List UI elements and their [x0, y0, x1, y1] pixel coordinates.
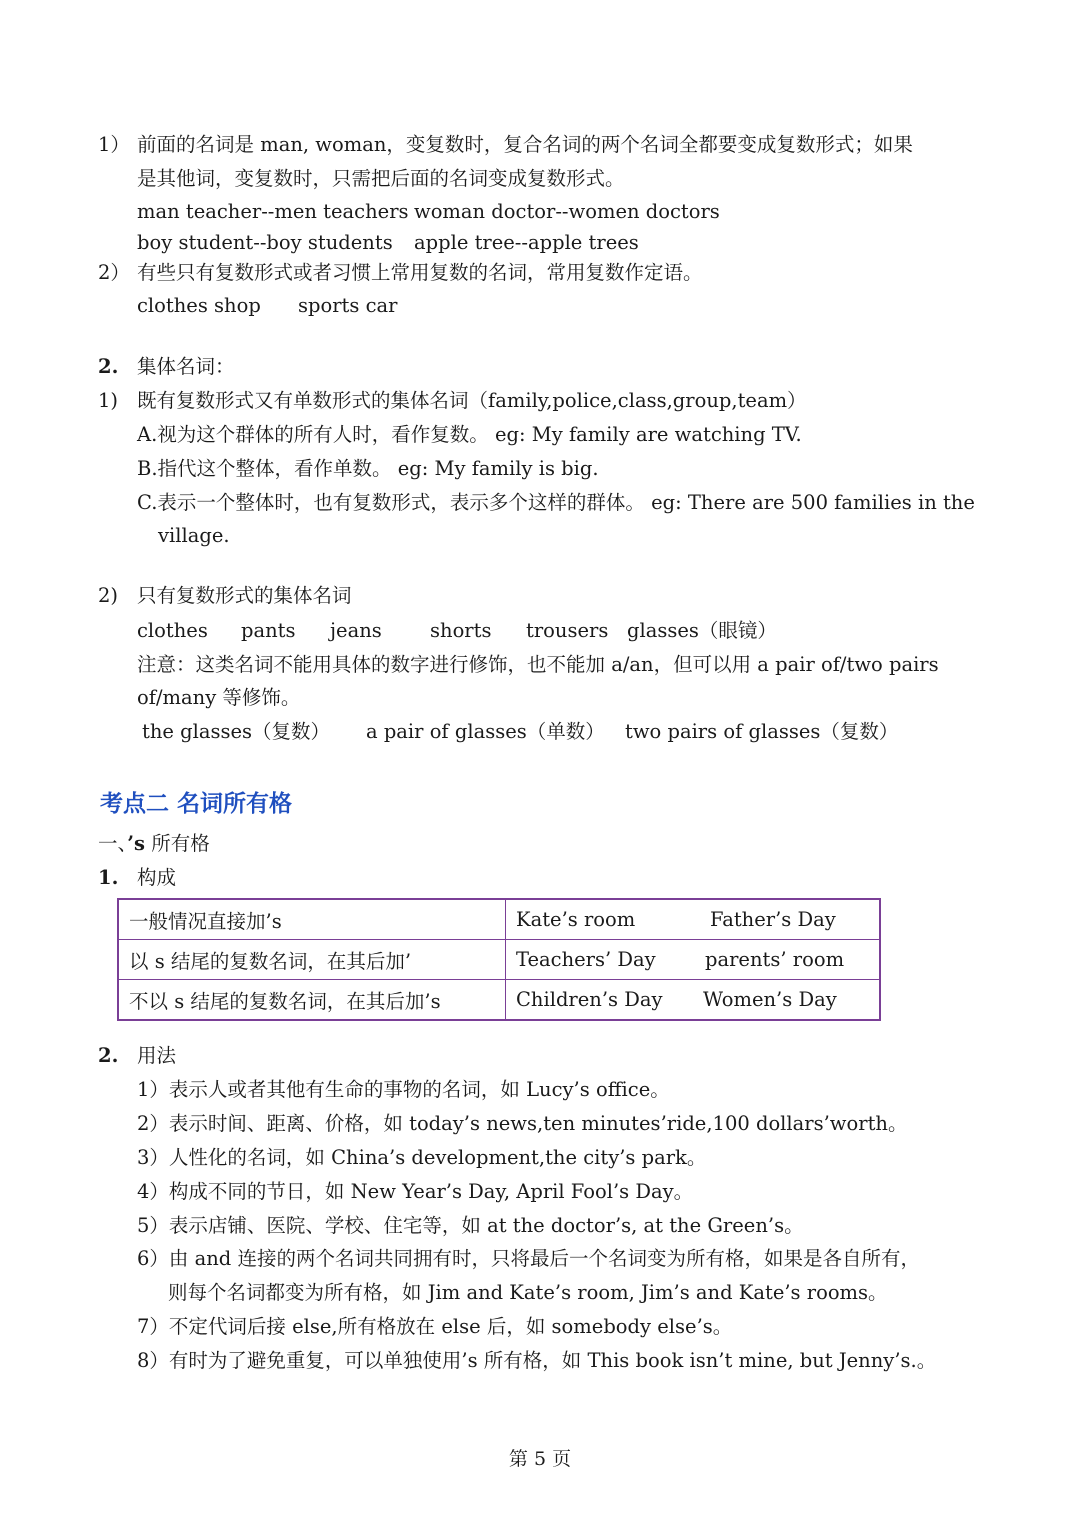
- example-1: Teachers’ Day: [516, 948, 656, 971]
- list-number: 1): [98, 389, 119, 412]
- example-cell: [506, 899, 881, 940]
- example-text: clothes shop: [137, 294, 261, 317]
- list-number: 2）: [98, 261, 130, 284]
- example-2: Father’s Day: [710, 908, 836, 931]
- table-row: [118, 899, 880, 940]
- usage-item: 6）由 and 连接的两个名词共同拥有时，只将最后一个名词变为所有格，如果是各自所有，: [137, 1247, 920, 1270]
- paragraph-line: 既有复数形式又有单数形式的集体名词（family,police,class,group,team）: [137, 389, 807, 412]
- word-item: jeans: [330, 619, 382, 642]
- subsection-heading: [98, 830, 210, 858]
- paragraph-line: 只有复数形式的集体名词: [137, 584, 352, 607]
- usage-item-continued: 则每个名词都变为所有格，如 Jim and Kate’s room, Jim’s and Kate’s rooms。: [168, 1281, 888, 1304]
- paragraph-line: 有些只有复数形式或者习惯上常用复数的名词，常用复数作定语。: [137, 261, 703, 284]
- rule-cell: 一般情况直接加’s: [118, 899, 506, 940]
- word-item: shorts: [430, 619, 492, 642]
- rule-cell: 不以 s 结尾的复数名词，在其后加’s: [118, 980, 506, 1021]
- usage-item: 7）不定代词后接 else,所有格放在 else 后，如 somebody else’s。: [137, 1315, 733, 1338]
- example-1: Kate’s room: [516, 908, 636, 931]
- word-item: glasses（眼镜）: [627, 619, 777, 642]
- rule-cell: 以 s 结尾的复数名词，在其后加’: [118, 940, 506, 980]
- usage-item: 3）人性化的名词，如 China’s development,the city’s park。: [137, 1146, 707, 1169]
- example-text: man teacher--men teachers: [137, 200, 409, 223]
- paragraph-line: A.视为这个群体的所有人时，看作复数。 eg: My family are watching TV.: [137, 423, 802, 446]
- example-cell: [506, 980, 881, 1021]
- example-text: two pairs of glasses（复数）: [625, 720, 899, 743]
- list-number: 2): [98, 584, 119, 607]
- table-row: [118, 980, 880, 1021]
- heading: 构成: [137, 866, 177, 889]
- example-2: Women’s Day: [703, 988, 837, 1011]
- word-item: clothes: [137, 619, 208, 642]
- subsection-prefix: 一、: [98, 832, 128, 855]
- paragraph-line: village.: [158, 524, 230, 547]
- paragraph-line: 是其他词，变复数时，只需把后面的名词变成复数形式。: [137, 167, 625, 190]
- heading: 集体名词：: [137, 355, 235, 378]
- example-1: Children’s Day: [516, 988, 663, 1011]
- example-text: a pair of glasses（单数）: [366, 720, 605, 743]
- paragraph-line: B.指代这个整体，看作单数。 eg: My family is big.: [137, 457, 599, 480]
- list-number: 1）: [98, 133, 130, 156]
- subsection-label: 所有格: [145, 832, 210, 855]
- example-cell: [506, 940, 881, 980]
- example-text: woman doctor--women doctors: [414, 200, 720, 223]
- page-number: 第 5 页: [508, 1448, 572, 1470]
- heading-number: 2.: [98, 355, 119, 378]
- example-text: boy student--boy students: [137, 231, 393, 254]
- heading-number: 2.: [98, 1044, 119, 1067]
- paragraph-line: C.表示一个整体时，也有复数形式，表示多个这样的群体。 eg: There are 500 families in the: [137, 491, 975, 514]
- example-text: the glasses（复数）: [142, 720, 331, 743]
- heading: 用法: [137, 1044, 177, 1067]
- usage-item: 5）表示店铺、医院、学校、住宅等，如 at the doctor’s, at the Green’s。: [137, 1214, 804, 1237]
- example-text: apple tree--apple trees: [414, 231, 639, 254]
- usage-item: 8）有时为了避免重复，可以单独使用’s 所有格，如 This book isn’t mine, but Jenny’s.。: [137, 1349, 937, 1372]
- word-item: pants: [241, 619, 296, 642]
- example-2: parents’ room: [705, 948, 845, 971]
- possessive-mark: ’s: [127, 832, 146, 855]
- note-line: 注意：这类名词不能用具体的数字进行修饰，也不能加 a/an，但可以用 a pair of/two pairs: [137, 653, 939, 676]
- note-line: of/many 等修饰。: [137, 686, 301, 709]
- usage-item: 2）表示时间、距离、价格，如 today’s news,ten minutes’ride,100 dollars’worth。: [137, 1112, 908, 1135]
- heading-number: 1.: [98, 866, 119, 889]
- example-text: sports car: [298, 294, 398, 317]
- section-title: 考点二 名词所有格: [100, 791, 293, 817]
- word-item: trousers: [526, 619, 609, 642]
- table-row: [118, 940, 880, 980]
- formation-table: [117, 898, 881, 1021]
- paragraph-line: 前面的名词是 man, woman，变复数时，复合名词的两个名词全都要变成复数形式；如果: [137, 133, 913, 156]
- usage-item: 4）构成不同的节日，如 New Year’s Day, April Fool’s Day。: [137, 1180, 694, 1203]
- usage-item: 1）表示人或者其他有生命的事物的名词，如 Lucy’s office。: [137, 1078, 670, 1101]
